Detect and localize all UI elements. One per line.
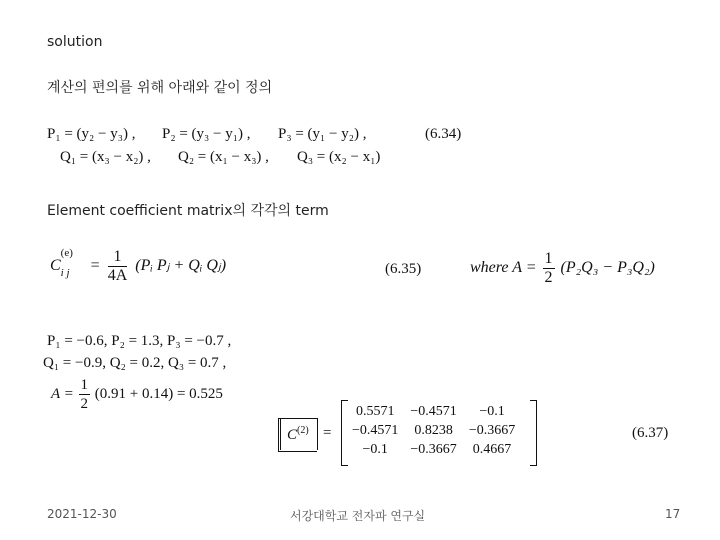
equals-sign: = <box>323 425 332 441</box>
q-values: Q₁ = −0.9, Q₂ = 0.2, Q₃ = 0.7 , <box>43 355 227 371</box>
matrix-row <box>346 402 521 421</box>
footer-lab: 서강대학교 전자파 연구실 <box>290 509 426 523</box>
a-value <box>51 376 223 413</box>
lhs-c-symbol: C <box>287 427 298 443</box>
footer-date: 2021-12-30 <box>47 507 117 521</box>
eq-number-6-34: (6.34) <box>425 126 462 142</box>
fraction-half <box>543 250 555 287</box>
matrix-row <box>346 421 521 440</box>
fraction-num: 1 <box>108 248 128 267</box>
c-symbol: C <box>50 257 61 275</box>
a-prefix: A = <box>51 385 74 402</box>
matrix-table <box>346 402 521 459</box>
matrix-bracket-right <box>530 400 537 466</box>
matrix-cell: −0.3667 <box>410 441 457 457</box>
matrix-cell: −0.1 <box>479 403 505 419</box>
where-body: (P₂Q₃ − P₃Q₂) <box>560 259 655 277</box>
heading: solution <box>47 34 103 50</box>
equation-6-35: C (e) i j = $\frac{1}{4A}$ (Pᵢ Pⱼ + Qᵢ Qⱼ) <box>50 247 227 284</box>
matrix-cell: 0.8238 <box>414 422 453 438</box>
matrix-cell: 0.4667 <box>472 441 512 457</box>
a-body: (0.91 + 0.14) = 0.525 <box>94 385 223 402</box>
half-den: 2 <box>544 269 553 286</box>
lhs-c <box>287 425 309 444</box>
where-prefix: where A = <box>470 259 537 277</box>
matrix-cell: −0.4571 <box>410 403 457 419</box>
a-num: 1 <box>80 377 89 393</box>
matrix-row <box>346 440 521 459</box>
footer-page-number: 17 <box>665 507 681 521</box>
lhs-c-sup: (2) <box>297 425 309 436</box>
a-den: 2 <box>80 396 89 412</box>
eq-q2: Q₂ = (x₁ − x₃) , <box>178 149 269 165</box>
eq-q1: Q₁ = (x₃ − x₂) , <box>60 149 151 165</box>
eq-number-6-35: (6.35) <box>385 261 422 277</box>
eq-6-35-body: (Pᵢ Pⱼ + Qᵢ Qⱼ) <box>135 257 227 275</box>
half-num: 1 <box>544 250 553 267</box>
matrix-cell: −0.3667 <box>468 422 516 438</box>
intro-text: 계산의 편의를 위해 아래와 같이 정의 <box>47 80 273 96</box>
eq-number-6-37: (6.37) <box>632 425 669 441</box>
eq-p2: P₂ = (y₃ − y₁) , <box>162 126 251 142</box>
fraction-den: 4A <box>107 267 128 284</box>
eq-p1: P₁ = (y₂ − y₃) , <box>47 126 136 142</box>
p-values: P₁ = −0.6, P₂ = 1.3, P₃ = −0.7 , <box>47 333 232 349</box>
equation-6-37 <box>278 400 678 466</box>
matrix-cell: −0.4571 <box>352 422 399 438</box>
c-subscript: i j <box>60 267 70 280</box>
matrix-cell: −0.1 <box>362 441 388 457</box>
a-fraction <box>79 376 91 413</box>
element-coefficient-label: Element coefficient matrix의 각각의 term <box>47 203 329 219</box>
eq-q3: Q₃ = (x₂ − x₁) <box>297 149 381 165</box>
fraction-1-over-4a <box>108 248 128 285</box>
eq-p3: P₃ = (y₁ − y₂) , <box>278 126 367 142</box>
where-clause <box>470 250 655 287</box>
matrix-cell: 0.5571 <box>355 403 395 419</box>
c-superscript: (e) <box>60 247 73 260</box>
